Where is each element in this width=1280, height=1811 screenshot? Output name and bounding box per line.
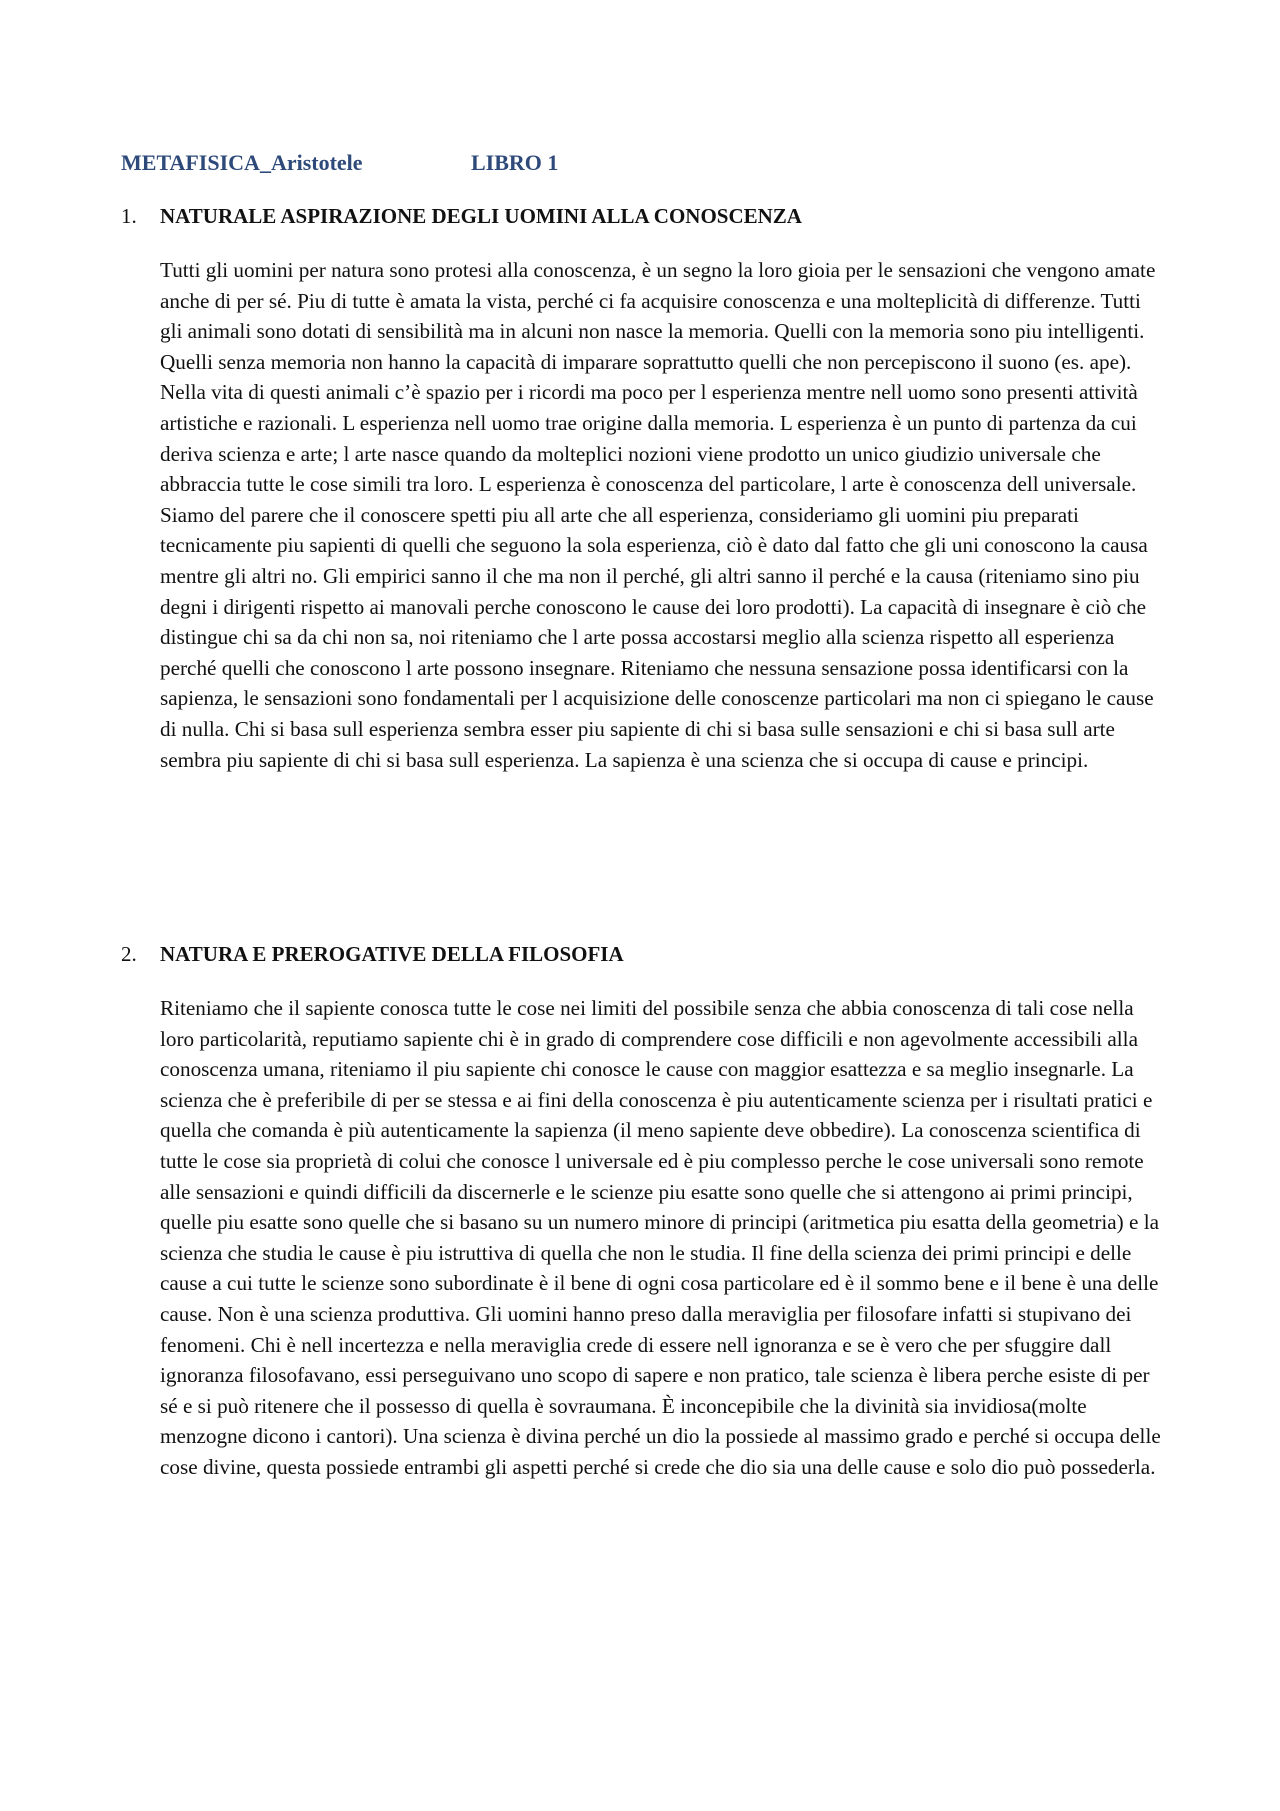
section-2-title: NATURA E PREROGATIVE DELLA FILOSOFIA	[160, 942, 624, 966]
section-2-body: Riteniamo che il sapiente conosca tutte le cose nei limiti del possibile senza che abbia conoscenza di tali cose nella loro particolarità, reputiamo sapiente chi è in grado di comprendere cose difficili e non agevolmente accessibili alla conoscenza umana, riteniamo il piu sapiente chi conosce le cause con maggior esattezza e sa meglio insegnarle. La scienza che è preferibile di per se stessa e ai fini della conoscenza è piu autenticamente scienza per i risultati pratici e quella che comanda è più autenticamente la sapienza (il meno sapiente deve obbedire). La conoscenza scientifica di tutte le cose sia proprietà di colui che conosce l universale ed è piu complesso perche le cose universali sono remote alle sensazioni e quindi difficili da discernerle e le scienze piu esatte sono quelle che si attengono ai primi principi, quelle piu esatte sono quelle che si basano su un numero minore di principi (aritmetica piu esatta della geometria) e la scienza che studia le cause è piu istruttiva di quella che non le studia. Il fine della scienza dei primi principi e delle cause a cui tutte le scienze sono subordinate è il bene di ogni cosa particolare ed è il sommo bene e il bene è una delle cause. Non è una scienza produttiva. Gli uomini hanno preso dalla meraviglia per filosofare infatti si stupivano dei fenomeni. Chi è nell incertezza e nella meraviglia crede di essere nell ignoranza e se è vero che per sfuggire dall ignoranza filosofavano, essi perseguivano uno scopo di sapere e non pratico, tale scienza è libera perche esiste di per sé e si può ritenere che il possesso di quella è sovraumana. È inconcepibile che la divinità sia invidiosa(molte menzogne dicono i cantori). Una scienza è divina perché un dio la possiede al massimo grado e perché si occupa delle cose divine, questa possiede entrambi gli aspetti perché si crede che dio sia una delle cause e solo dio può possederla.	[160, 996, 1161, 1479]
section-2-number: 2.	[121, 942, 137, 966]
document-title: METAFISICA_Aristotele	[121, 150, 363, 175]
section-1-heading	[121, 204, 802, 229]
section-1-title: NATURALE ASPIRAZIONE DEGLI UOMINI ALLA CONOSCENZA	[160, 204, 802, 228]
section-2-heading	[121, 942, 624, 967]
document-header	[121, 150, 559, 176]
section-1-number: 1.	[121, 204, 137, 228]
book-label: LIBRO 1	[471, 150, 559, 175]
section-1-body: Tutti gli uomini per natura sono protesi alla conoscenza, è un segno la loro gioia per le sensazioni che vengono amate anche di per sé. Piu di tutte è amata la vista, perché ci fa acquisire conoscenza e una molteplicità di differenze. Tutti gli animali sono dotati di sensibilità ma in alcuni non nasce la memoria. Quelli con la memoria sono piu intelligenti. Quelli senza memoria non hanno la capacità di imparare soprattutto quelli che non percepiscono il suono (es. ape). Nella vita di questi animali c’è spazio per i ricordi ma poco per l esperienza mentre nell uomo sono presenti attività artistiche e razionali. L esperienza nell uomo trae origine dalla memoria. L esperienza è un punto di partenza da cui deriva scienza e arte; l arte nasce quando da molteplici nozioni viene prodotto un unico giudizio universale che abbraccia tutte le cose simili tra loro. L esperienza è conoscenza del particolare, l arte è conoscenza dell universale. Siamo del parere che il conoscere spetti piu all arte che all esperienza, consideriamo gli uomini piu preparati tecnicamente piu sapienti di quelli che seguono la sola esperienza, ciò è dato dal fatto che gli uni conoscono la causa mentre gli altri no. Gli empirici sanno il che ma non il perché, gli altri sanno il perché e la causa (riteniamo sino piu degni i dirigenti rispetto ai manovali perche conoscono le cause dei loro prodotti). La capacità di insegnare è ciò che distingue chi sa da chi non sa, noi riteniamo che l arte possa accostarsi meglio alla scienza rispetto all esperienza perché quelli che conoscono l arte possono insegnare. Riteniamo che nessuna sensazione possa identificarsi con la sapienza, le sensazioni sono fondamentali per l acquisizione delle conoscenze particolari ma non ci spiegano le cause di nulla. Chi si basa sull esperienza sembra esser piu sapiente di chi si basa sulle sensazioni e chi si basa sull arte sembra piu sapiente di chi si basa sull esperienza. La sapienza è una scienza che si occupa di cause e principi.	[160, 258, 1156, 772]
